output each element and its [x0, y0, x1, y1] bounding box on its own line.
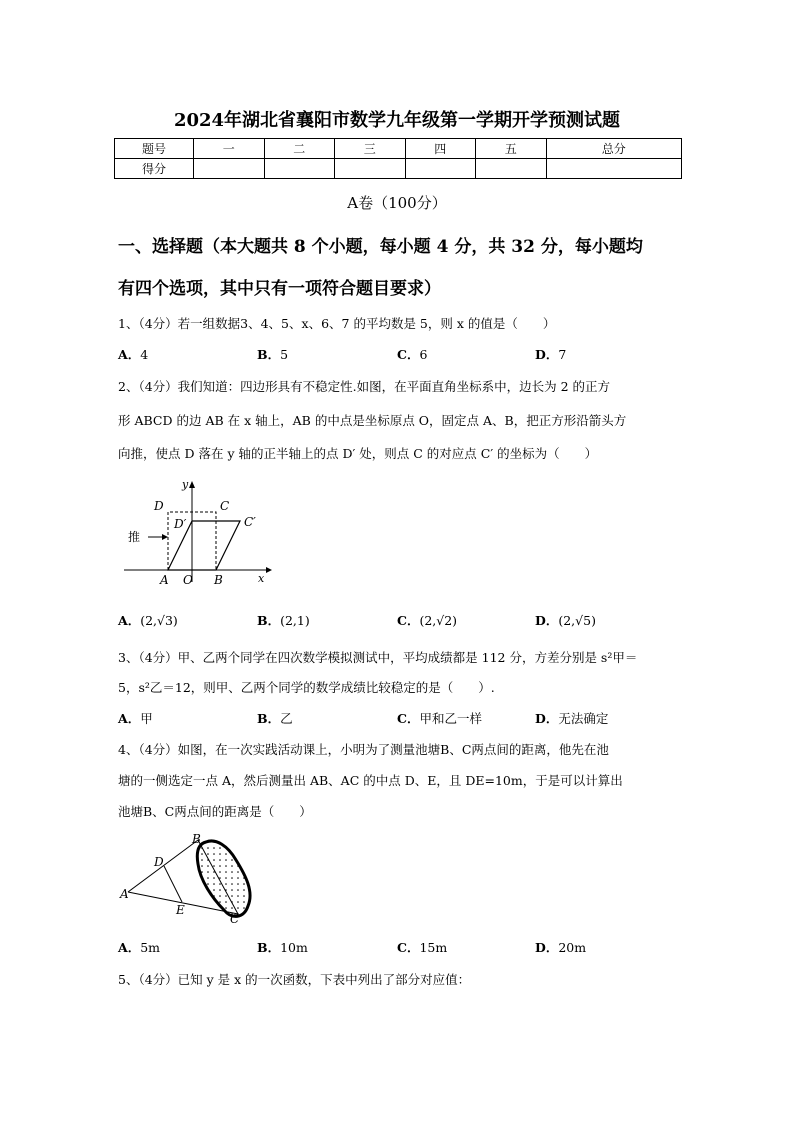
- q2-option-b[interactable]: [257, 611, 310, 629]
- option-value: 无法确定: [558, 711, 609, 726]
- fig-label-a: A: [160, 573, 169, 587]
- score-cell[interactable]: [335, 159, 406, 179]
- option-label: D．: [535, 347, 559, 362]
- fig-label-o: O: [183, 573, 193, 587]
- score-cell[interactable]: [476, 159, 547, 179]
- option-label: A．: [118, 711, 141, 726]
- fig-label-e: E: [176, 903, 185, 917]
- fig-label-push: 推: [128, 530, 141, 544]
- document-title: 2024年湖北省襄阳市数学九年级第一学期开学预测试题: [173, 110, 621, 131]
- score-cell[interactable]: [264, 159, 335, 179]
- question-4-line2: 塘的一侧选定一点 A，然后测量出 AB、AC 的中点 D、E，且 DE=10m，于是可以计算出: [118, 773, 623, 788]
- option-value: 乙: [280, 711, 293, 726]
- score-header-cell: 四: [405, 139, 476, 159]
- option-value: (2,√3): [140, 613, 178, 628]
- score-header-cell: 五: [476, 139, 547, 159]
- fig-label-c: C: [230, 912, 240, 926]
- question-2-line3: 向推，使点 D 落在 y 轴的正半轴上的点 D′ 处，则点 C 的对应点 C′ 的坐标为（ ）: [118, 446, 598, 461]
- fig-label-y: y: [182, 478, 189, 491]
- option-value: 甲: [140, 711, 153, 726]
- fig-label-b: B: [192, 832, 201, 846]
- paper-section-label: A卷（100分）: [347, 194, 447, 212]
- option-label: C．: [397, 711, 420, 726]
- q2-coordinate-figure: [118, 474, 278, 589]
- option-value: (2,√2): [419, 613, 458, 628]
- q1-option-d[interactable]: [535, 345, 566, 363]
- q1-option-c[interactable]: [397, 345, 427, 363]
- fig-label-c: C: [220, 499, 230, 513]
- option-value: 10m: [280, 940, 308, 955]
- option-value: 20m: [558, 940, 587, 955]
- question-3-line1: 3、（4分）甲、乙两个同学在四次数学模拟测试中，平均成绩都是 112 分，方差分别是 s²甲＝: [118, 650, 638, 665]
- option-label: B．: [257, 613, 281, 628]
- q2-option-d[interactable]: [535, 611, 596, 629]
- q4-option-c[interactable]: [397, 938, 447, 956]
- q2-option-a[interactable]: [118, 611, 178, 629]
- fig-label-x: x: [258, 572, 265, 585]
- option-value: 7: [558, 347, 567, 362]
- q4-option-a[interactable]: [118, 938, 160, 956]
- q4-option-d[interactable]: [535, 938, 586, 956]
- option-label: C．: [397, 613, 420, 628]
- option-label: A．: [118, 940, 141, 955]
- score-table-header-row: [115, 139, 682, 159]
- option-value: 6: [419, 347, 428, 362]
- q1-option-b[interactable]: [257, 345, 288, 363]
- q3-option-a[interactable]: [118, 709, 153, 727]
- fig-label-c-prime: C′: [244, 515, 256, 529]
- question-4-line1: 4、（4分）如图，在一次实践活动课上，小明为了测量池塘B、C两点间的距离，他先在池: [118, 742, 609, 757]
- score-table: [114, 138, 682, 179]
- option-label: B．: [257, 711, 281, 726]
- option-label: D．: [535, 613, 559, 628]
- option-value: 4: [140, 347, 149, 362]
- option-label: A．: [118, 347, 141, 362]
- q2-option-c[interactable]: [397, 611, 457, 629]
- q1-option-a[interactable]: [118, 345, 148, 363]
- question-2-line2: 形 ABCD 的边 AB 在 x 轴上，AB 的中点是坐标原点 O，固定点 A、B，把正方形沿箭头方: [118, 413, 627, 428]
- question-2-line1: 2、（4分）我们知道：四边形具有不稳定性.如图，在平面直角坐标系中，边长为 2 的正方: [118, 379, 611, 394]
- option-label: D．: [535, 940, 559, 955]
- score-header-cell: 一: [194, 139, 265, 159]
- question-3-line2: 5，s²乙＝12，则甲、乙两个同学的数学成绩比较稳定的是（ ）.: [118, 680, 495, 695]
- option-label: A．: [118, 613, 141, 628]
- q3-option-b[interactable]: [257, 709, 293, 727]
- q3-option-d[interactable]: [535, 709, 608, 727]
- question-5-text: 5、（4分）已知 y 是 x 的一次函数，下表中列出了部分对应值：: [118, 972, 471, 987]
- fig-label-d-prime: D′: [174, 517, 187, 531]
- fig-label-b: B: [214, 573, 223, 587]
- score-cell[interactable]: [405, 159, 476, 179]
- q3-option-c[interactable]: [397, 709, 482, 727]
- score-header-cell: 三: [335, 139, 406, 159]
- option-label: D．: [535, 711, 559, 726]
- score-cell[interactable]: [546, 159, 682, 179]
- option-value: 5m: [140, 940, 161, 955]
- question-4-line3: 池塘B、C两点间的距离是（ ）: [118, 804, 312, 819]
- option-value: (2,1): [280, 613, 310, 628]
- score-table-score-row: [115, 159, 682, 179]
- option-value: 15m: [419, 940, 448, 955]
- option-value: 甲和乙一样: [419, 711, 482, 726]
- fig-label-d: D: [154, 855, 164, 869]
- option-label: B．: [257, 940, 281, 955]
- score-header-cell: 总分: [546, 139, 682, 159]
- option-label: B．: [257, 347, 281, 362]
- q4-pond-figure: [116, 828, 261, 928]
- option-value: (2,√5): [558, 613, 596, 628]
- option-label: C．: [397, 940, 420, 955]
- option-label: C．: [397, 347, 420, 362]
- score-header-cell: 题号: [115, 139, 194, 159]
- fig-label-a: A: [120, 887, 129, 901]
- section-heading-line2: 有四个选项，其中只有一项符合题目要求）: [118, 279, 441, 299]
- score-header-cell: 二: [264, 139, 335, 159]
- question-1-text: 1、（4分）若一组数据3、4、5、x、6、7 的平均数是 5，则 x 的值是（ ）: [118, 316, 556, 331]
- q4-option-b[interactable]: [257, 938, 308, 956]
- score-cell[interactable]: [194, 159, 265, 179]
- option-value: 5: [280, 347, 289, 362]
- score-row-label: 得分: [115, 159, 194, 179]
- section-heading-line1: 一、选择题（本大题共 8 个小题，每小题 4 分，共 32 分，每小题均: [118, 237, 643, 257]
- fig-label-d: D: [154, 499, 164, 513]
